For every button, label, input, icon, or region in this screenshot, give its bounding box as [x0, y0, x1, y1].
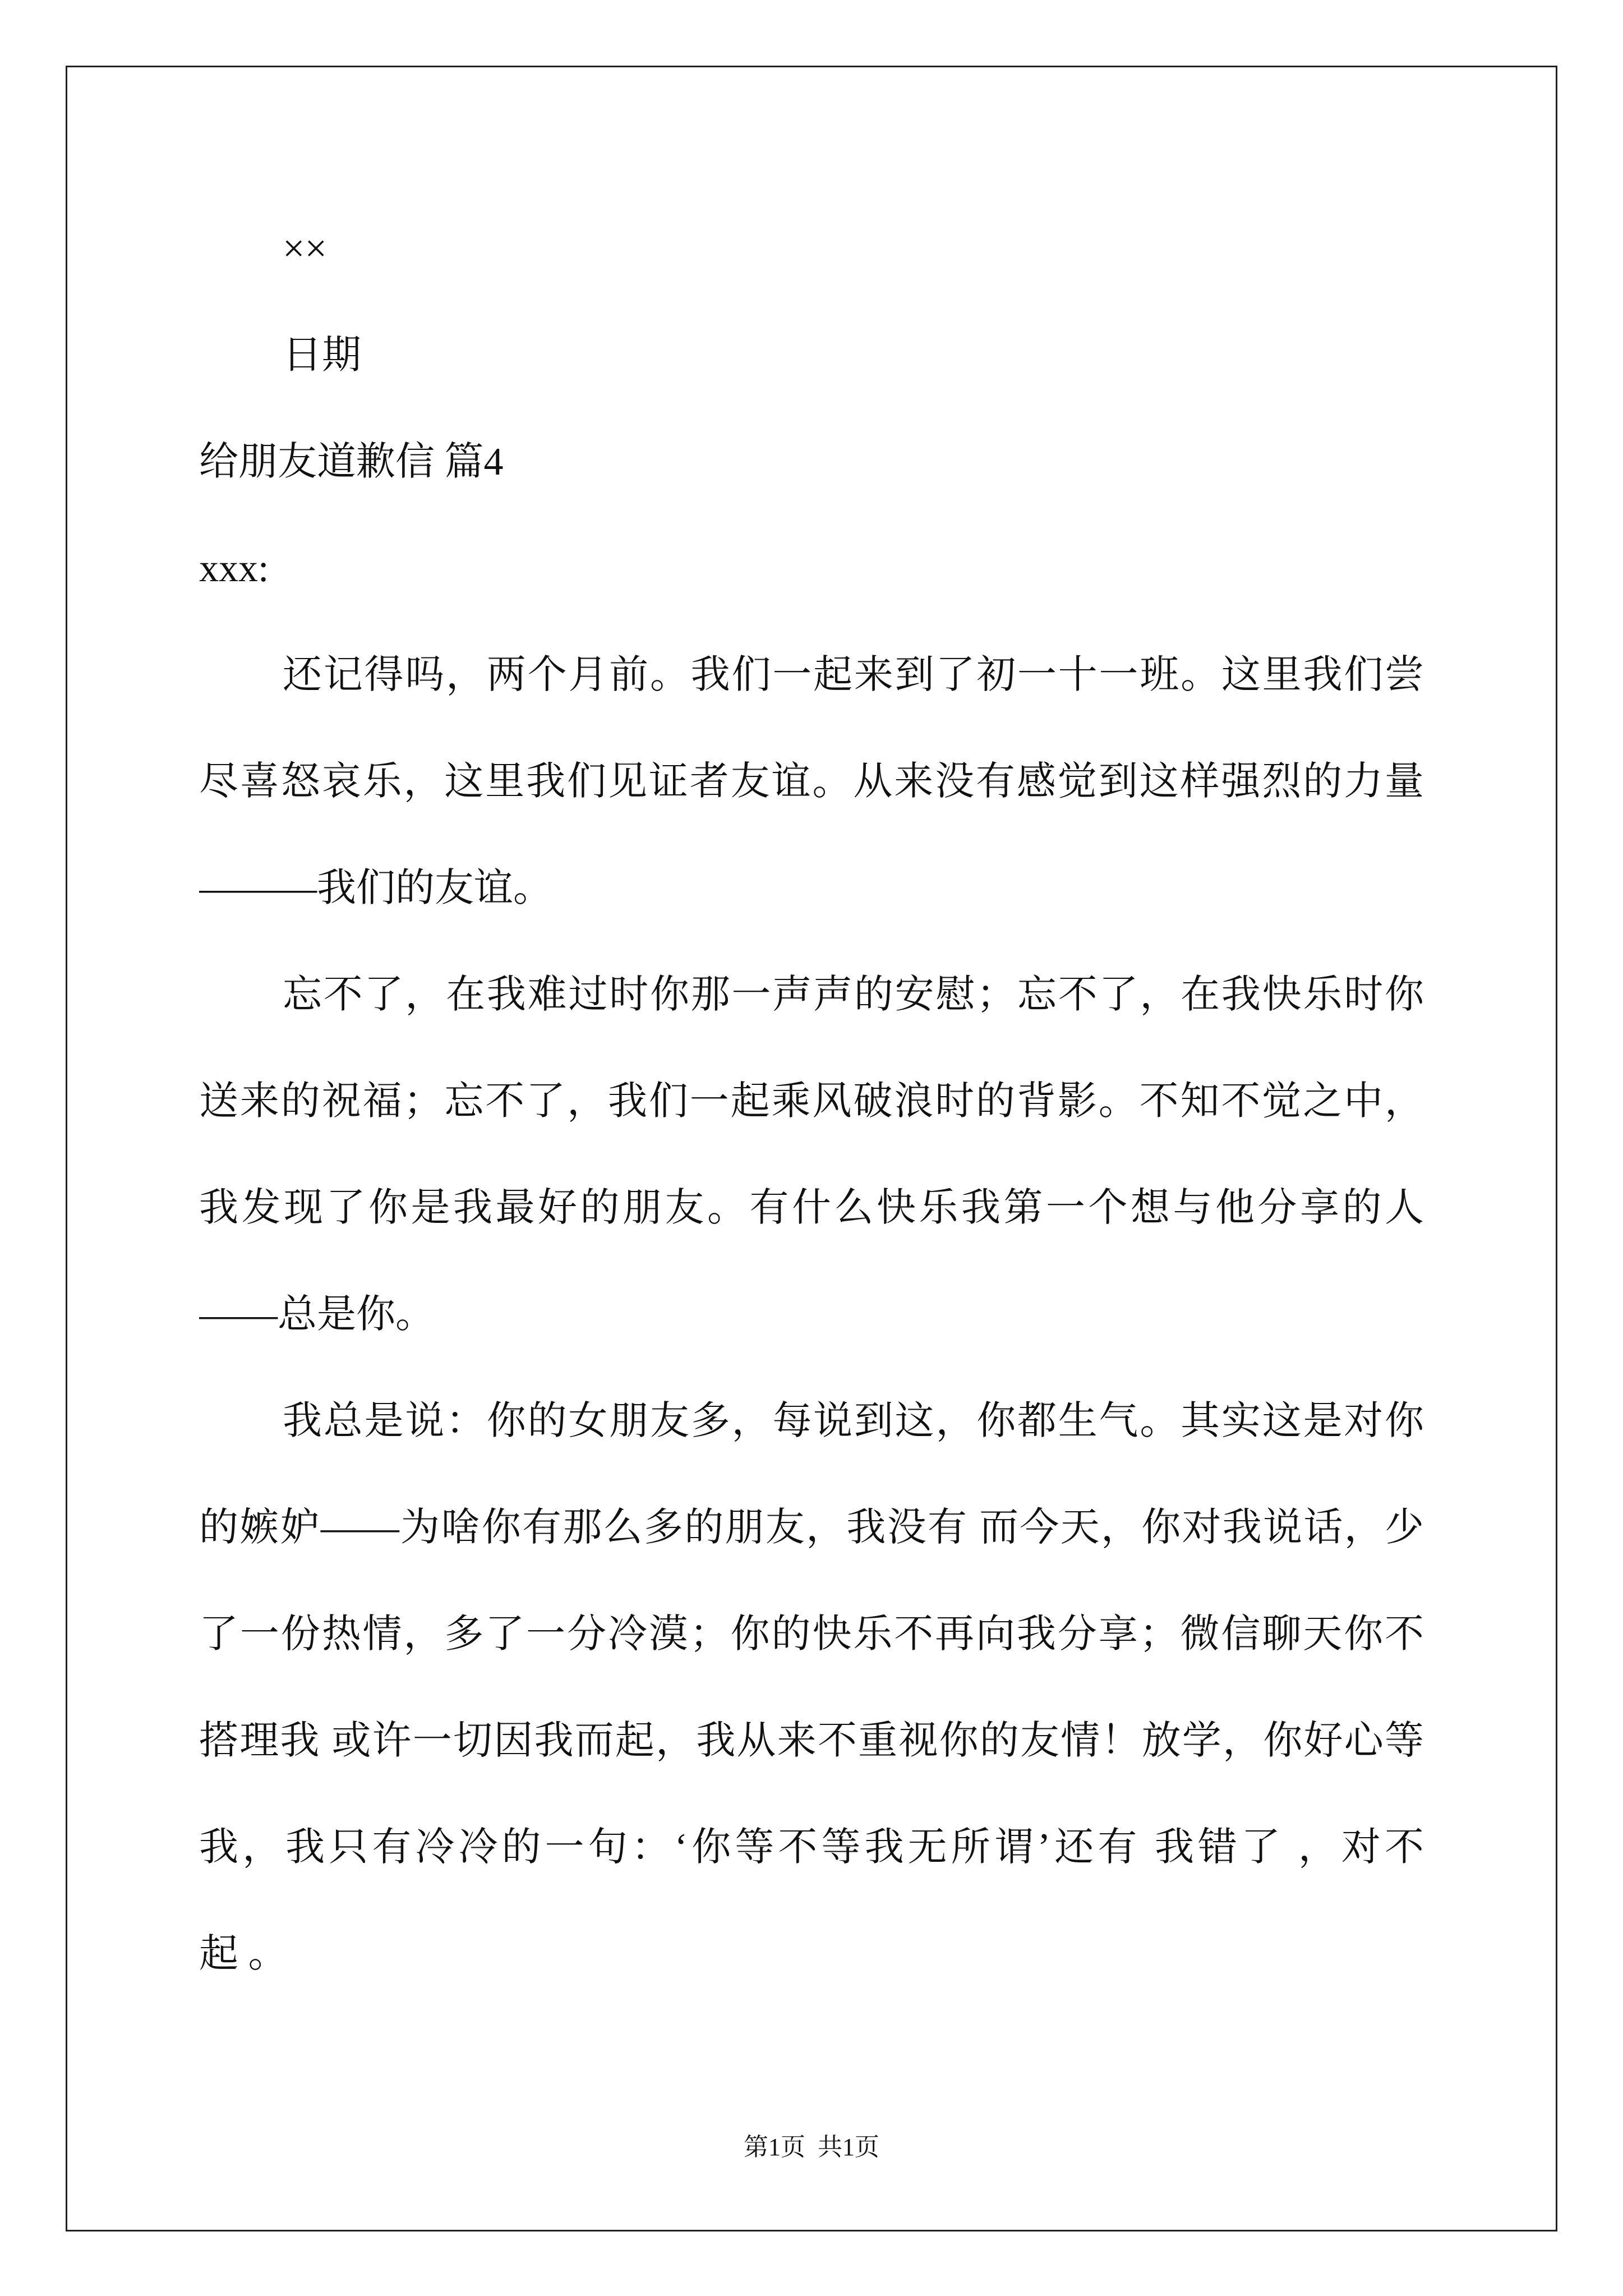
- paragraph-line: 起 。: [199, 1932, 288, 1976]
- paragraph-line: 我发现了你是我最好的朋友。有什么快乐我第一个想与他分享的人: [199, 1186, 1424, 1230]
- paragraph-line: 我总是说：你的女朋友多，每说到这，你都生气。其实这是对你: [283, 1400, 1424, 1443]
- letter-title: 给朋友道歉信 篇4: [199, 440, 504, 484]
- paragraph-line: 忘不了，在我难过时你那一声声的安慰；忘不了，在我快乐时你: [283, 973, 1424, 1016]
- letter-salutation: xxx:: [199, 547, 269, 590]
- paragraph-3: [199, 1368, 1424, 2008]
- paragraph-line: ——总是你。: [199, 1293, 435, 1336]
- paragraph-line: 还记得吗，两个月前。我们一起来到了初一十一班。这里我们尝: [283, 654, 1424, 697]
- paragraph-line: 送来的祝福；忘不了，我们一起乘风破浪时的背影。不知不觉之中，: [199, 1080, 1424, 1123]
- closing-date: 日期: [283, 334, 361, 377]
- paragraph-line: 我，我只有冷冷的一句：‘你等不等我无所谓’还有 我错了 ，对不: [199, 1826, 1424, 1869]
- document-body: [199, 196, 1424, 2008]
- page-number-footer: 第1页 共1页: [744, 2133, 879, 2161]
- paragraph-2: [199, 942, 1424, 1368]
- closing-signer: ××: [283, 227, 327, 270]
- paragraph-line: 的嫉妒——为啥你有那么多的朋友，我没有 而今天，你对我说话，少: [199, 1506, 1424, 1549]
- paragraph-line: 搭理我 或许一切因我而起，我从来不重视你的友情！放学，你好心等: [199, 1719, 1424, 1763]
- paragraph-1: [199, 622, 1424, 942]
- paragraph-line: 了一份热情，多了一分冷漠；你的快乐不再向我分享；微信聊天你不: [199, 1613, 1424, 1656]
- paragraph-line: 尽喜怒哀乐，这里我们见证者友谊。从来没有感觉到这样强烈的力量: [199, 760, 1424, 803]
- paragraph-line: ———我们的友谊。: [199, 867, 552, 910]
